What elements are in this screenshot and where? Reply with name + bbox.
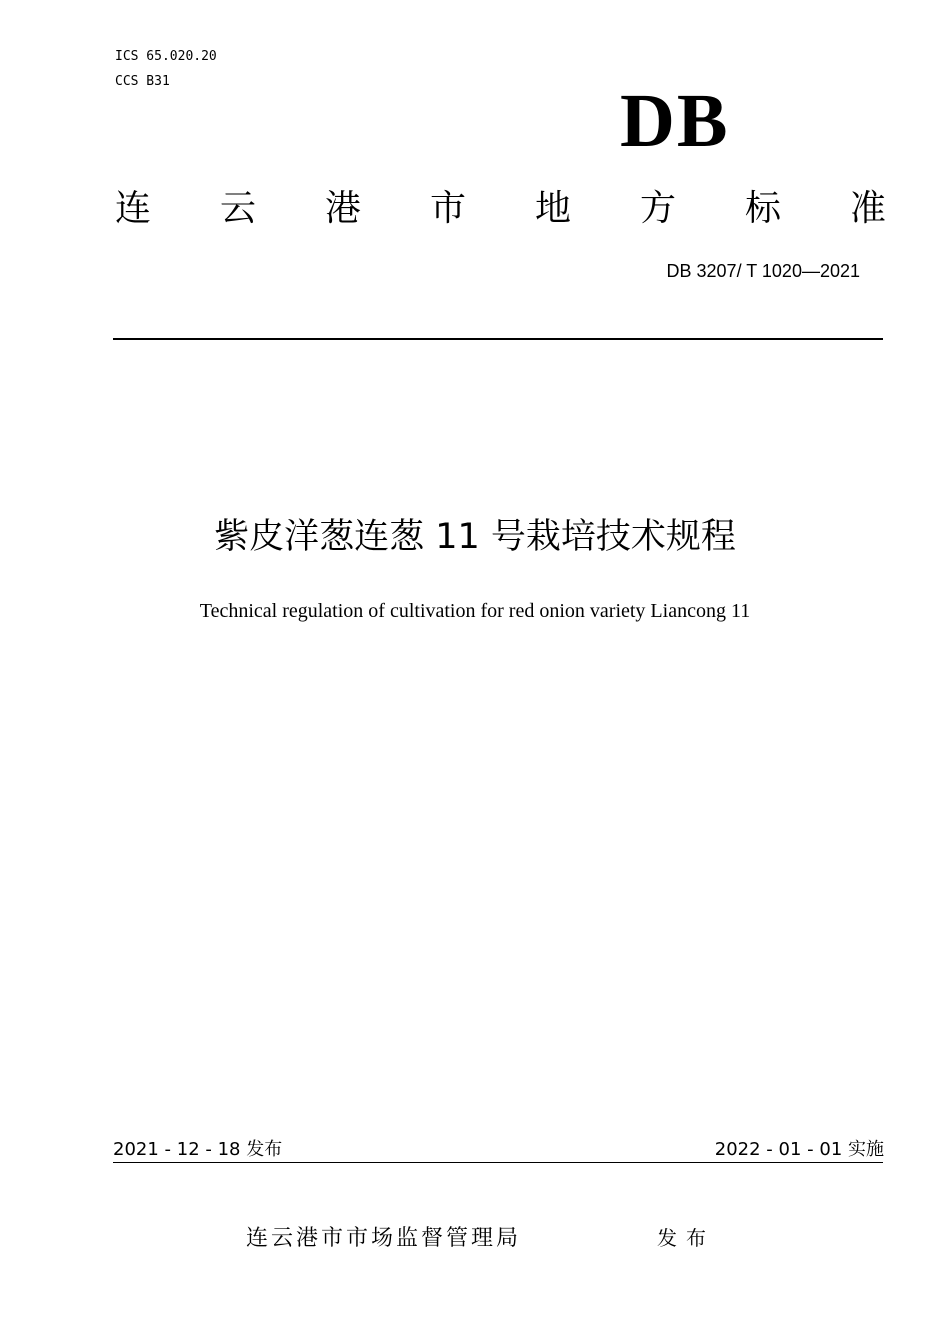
document-title-chinese: 紫皮洋葱连葱 11 号栽培技术规程 <box>214 517 736 557</box>
db-standard-mark: DB <box>620 79 730 163</box>
standard-type-char: 地 <box>534 188 571 229</box>
document-title-english: Technical regulation of cultivation for red onion variety Liancong 11 <box>199 600 751 622</box>
standard-type-char: 港 <box>324 188 361 229</box>
issue-date: 2021 - 12 - 18 发布 <box>113 1139 283 1160</box>
implementation-date: 2022 - 01 - 01 实施 <box>714 1139 884 1160</box>
standard-type-char: 市 <box>429 188 466 229</box>
header-divider <box>113 338 883 340</box>
standard-type-char: 方 <box>639 188 676 229</box>
ccs-code: CCS B31 <box>115 74 170 89</box>
standard-type-char: 标 <box>744 188 781 229</box>
issuing-authority: 连云港市市场监督管理局 <box>246 1226 522 1251</box>
publish-label: 发布 <box>657 1226 715 1250</box>
standard-number: DB 3207/ T 1020—2021 <box>666 261 860 281</box>
ics-code: ICS 65.020.20 <box>115 49 217 64</box>
standard-type-heading <box>113 186 888 232</box>
footer-divider <box>113 1162 883 1163</box>
standard-type-char: 连 <box>114 188 151 229</box>
standard-type-char: 云 <box>219 188 256 229</box>
standard-type-char: 准 <box>849 188 886 229</box>
